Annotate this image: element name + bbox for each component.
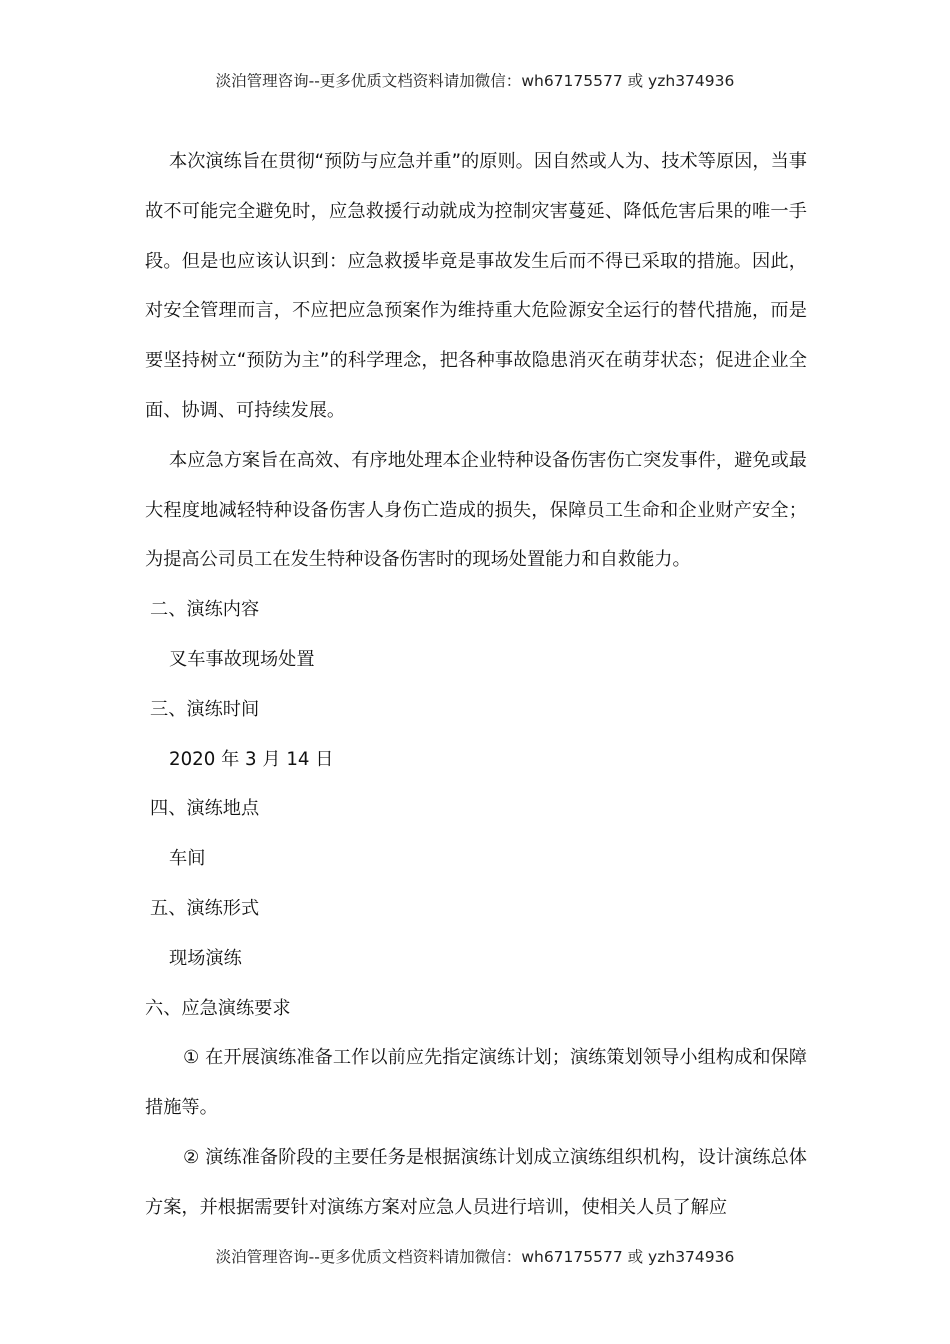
- section-heading-form: 五、演练形式: [150, 897, 260, 919]
- page-footer: 淡泊管理咨询--更多优质文档资料请加微信：wh67175577 或 yzh374936: [215, 1248, 735, 1266]
- requirement-item-1: ① 在开展演练准备工作以前应先指定演练计划；演练策划领导小组构成和保障措施等。: [145, 1047, 807, 1119]
- page-header: 淡泊管理咨询--更多优质文档资料请加微信：wh67175577 或 yzh374936: [215, 72, 735, 90]
- section-heading-content: 二、演练内容: [150, 599, 260, 621]
- requirement-item-2: ② 演练准备阶段的主要任务是根据演练计划成立演练组织机构，设计演练总体方案，并根据需要针对演练方案对应急人员进行培训，使相关人员了解应: [145, 1146, 807, 1218]
- section-value-time: 2020 年 3 月 14 日: [169, 748, 334, 770]
- paragraph-plan-aim: 本应急方案旨在高效、有序地处理本企业特种设备伤害伤亡突发事件，避免或最大程度地减轻特种设备伤害人身伤亡造成的损失，保障员工生命和企业财产安全；为提高公司员工在发生特种设备伤害时的现场处置能力和自救能力。: [145, 449, 807, 571]
- section-heading-time: 三、演练时间: [150, 698, 260, 720]
- document-body: [145, 137, 807, 1233]
- section-value-form: 现场演练: [169, 947, 242, 969]
- section-value-place: 车间: [169, 848, 206, 870]
- section-heading-requirements: 六、应急演练要求: [145, 997, 291, 1019]
- section-heading-place: 四、演练地点: [150, 798, 260, 820]
- section-value-content: 叉车事故现场处置: [169, 648, 315, 670]
- paragraph-purpose: 本次演练旨在贯彻“预防与应急并重”的原则。因自然或人为、技术等原因，当事故不可能完全避免时，应急救援行动就成为控制灾害蔓延、降低危害后果的唯一手段。但是也应该认识到：应急救援毕竟是事故发生后而不得已采取的措施。因此，对安全管理而言，不应把应急预案作为维持重大危险源安全运行的替代措施，而是要坚持树立“预防为主”的科学理念，把各种事故隐患消灭在萌芽状态；促进企业全面、协调、可持续发展。: [145, 151, 807, 421]
